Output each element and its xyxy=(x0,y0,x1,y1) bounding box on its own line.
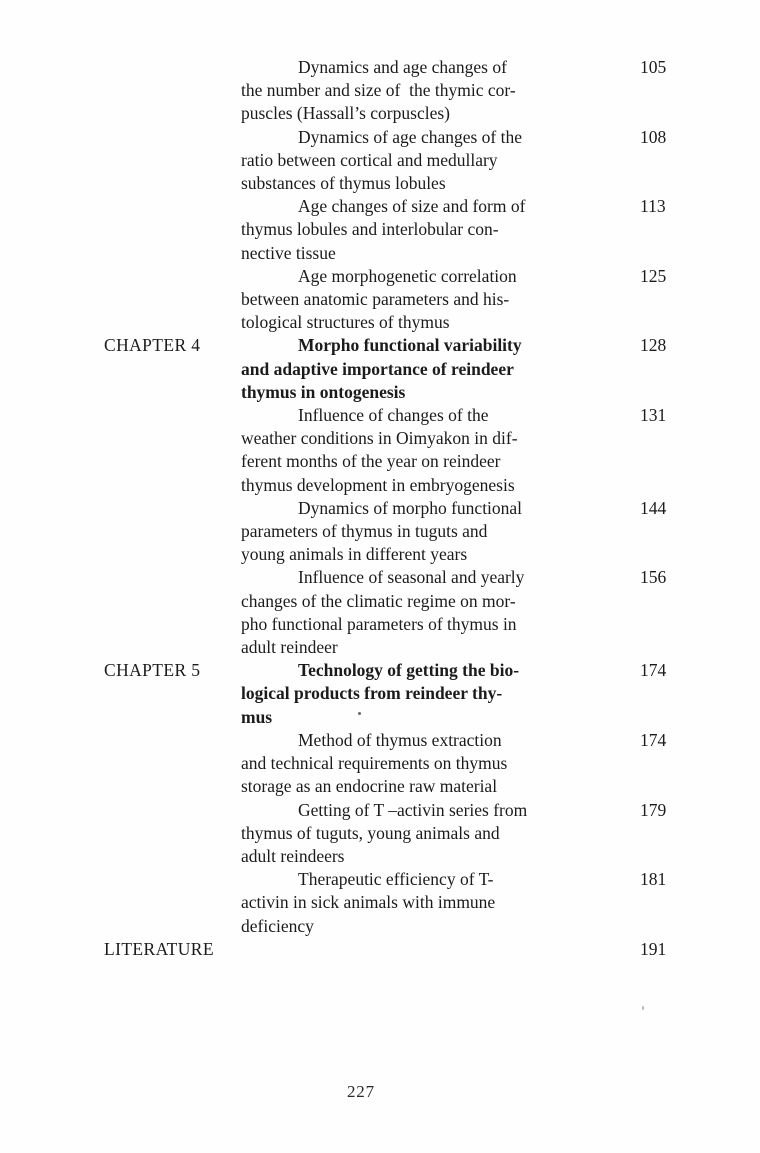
toc-entry-text xyxy=(241,195,640,265)
toc-entry-line: ferent months of the year on reindeer xyxy=(241,451,501,472)
toc-entry-line: storage as an endocrine raw material xyxy=(241,776,498,797)
toc-page-number: 128 xyxy=(640,335,667,356)
toc-entry-line: logical products from reindeer thy- xyxy=(241,683,503,704)
toc-entry-line: Method of thymus extraction xyxy=(298,729,502,750)
toc-entry-text xyxy=(241,265,640,335)
toc-entry-literature xyxy=(104,938,666,961)
toc-entry-line: thymus development in embryogenesis xyxy=(241,474,515,495)
toc-entry xyxy=(104,799,666,869)
toc-page-number: 105 xyxy=(640,57,667,77)
toc-page-number: 108 xyxy=(640,126,667,147)
toc-entry-text xyxy=(241,497,640,567)
toc-page-number: 144 xyxy=(640,497,667,518)
toc-entry-line: nective tissue xyxy=(241,242,336,263)
toc-entry-line: Getting of T –activin series from xyxy=(298,799,528,820)
toc-entry-line: adult reindeer xyxy=(241,637,338,658)
toc-entry-line: activin in sick animals with immune xyxy=(241,892,496,913)
table-of-contents xyxy=(104,56,666,961)
toc-entry xyxy=(104,126,666,196)
toc-entry-line: thymus in ontogenesis xyxy=(241,381,406,402)
toc-entry-text xyxy=(241,729,640,799)
toc-page-number: 125 xyxy=(640,265,667,286)
toc-entry-line: Technology of getting the bio- xyxy=(298,660,520,681)
toc-entry xyxy=(104,566,666,659)
toc-entry-line: puscles (Hassall’s corpuscles) xyxy=(241,103,450,124)
toc-entry xyxy=(104,265,666,335)
toc-entry-chapter-4 xyxy=(104,334,666,404)
toc-entry-text xyxy=(241,126,640,196)
toc-page-number: 131 xyxy=(640,405,667,426)
toc-page-number: 191 xyxy=(640,938,667,959)
chapter-label: CHAPTER 5 xyxy=(104,660,201,681)
toc-entry-line: Influence of changes of the xyxy=(298,405,489,426)
toc-entry-text xyxy=(241,334,640,404)
toc-entry-text xyxy=(241,659,640,729)
toc-entry-line: Morpho functional variability xyxy=(298,335,522,356)
toc-entry-line: adult reindeers xyxy=(241,845,345,866)
toc-entry-line: Dynamics and age changes of xyxy=(298,57,507,77)
toc-entry-line: thymus lobules and interlobular con- xyxy=(241,219,499,240)
toc-entry xyxy=(104,868,666,938)
toc-page-number: 181 xyxy=(640,869,667,890)
toc-entry-line: weather conditions in Oimyakon in dif- xyxy=(241,428,518,449)
toc-entry-line: mus xyxy=(241,706,273,727)
toc-entry-line: Dynamics of age changes of the xyxy=(298,126,523,147)
toc-entry xyxy=(104,729,666,799)
toc-page-number: 174 xyxy=(640,729,667,750)
page-number-footer: 227 xyxy=(347,1082,375,1101)
chapter-label: CHAPTER 4 xyxy=(104,335,201,356)
toc-entry-text xyxy=(241,404,640,497)
toc-entry-line: Age morphogenetic correlation xyxy=(298,265,517,286)
toc-entry-line: between anatomic parameters and his- xyxy=(241,289,510,310)
toc-entry-chapter-5 xyxy=(104,659,666,729)
toc-page-number: 179 xyxy=(640,799,667,820)
toc-entry-line: and adaptive importance of reindeer xyxy=(241,358,514,379)
scan-artifact-dot xyxy=(358,712,361,715)
toc-entry xyxy=(104,497,666,567)
toc-entry xyxy=(104,195,666,265)
toc-page-number: 174 xyxy=(640,660,667,681)
toc-entry-text xyxy=(241,566,640,659)
toc-entry-line: Influence of seasonal and yearly xyxy=(298,567,525,588)
toc-entry-line: the number and size of the thymic cor- xyxy=(241,80,516,101)
toc-entry-line: and technical requirements on thymus xyxy=(241,753,508,774)
toc-entry-line: ratio between cortical and medullary xyxy=(241,149,498,170)
toc-entry-line: thymus of tuguts, young animals and xyxy=(241,822,500,843)
toc-entry-line: young animals in different years xyxy=(241,544,468,565)
toc-entry-line: substances of thymus lobules xyxy=(241,173,446,194)
toc-entry-text xyxy=(241,868,640,938)
toc-entry-line: tological structures of thymus xyxy=(241,312,450,333)
toc-entry-line: deficiency xyxy=(241,915,314,936)
toc-entry-line: Dynamics of morpho functional xyxy=(298,497,523,518)
toc-entry-text xyxy=(241,799,640,869)
toc-entry xyxy=(104,404,666,497)
toc-page-number: 156 xyxy=(640,567,667,588)
toc-entry-line: pho functional parameters of thymus in xyxy=(241,613,517,634)
chapter-label: LITERATURE xyxy=(104,938,214,959)
toc-entry-line: Therapeutic efficiency of T- xyxy=(298,869,494,890)
toc-entry-line: parameters of thymus in tuguts and xyxy=(241,521,488,542)
scan-artifact-dot xyxy=(642,1006,644,1010)
toc-entry xyxy=(104,56,666,126)
toc-entry-text xyxy=(241,56,640,126)
toc-page-number: 113 xyxy=(640,196,666,217)
toc-entry-line: changes of the climatic regime on mor- xyxy=(241,590,516,611)
toc-entry-line: Age changes of size and form of xyxy=(298,196,526,217)
